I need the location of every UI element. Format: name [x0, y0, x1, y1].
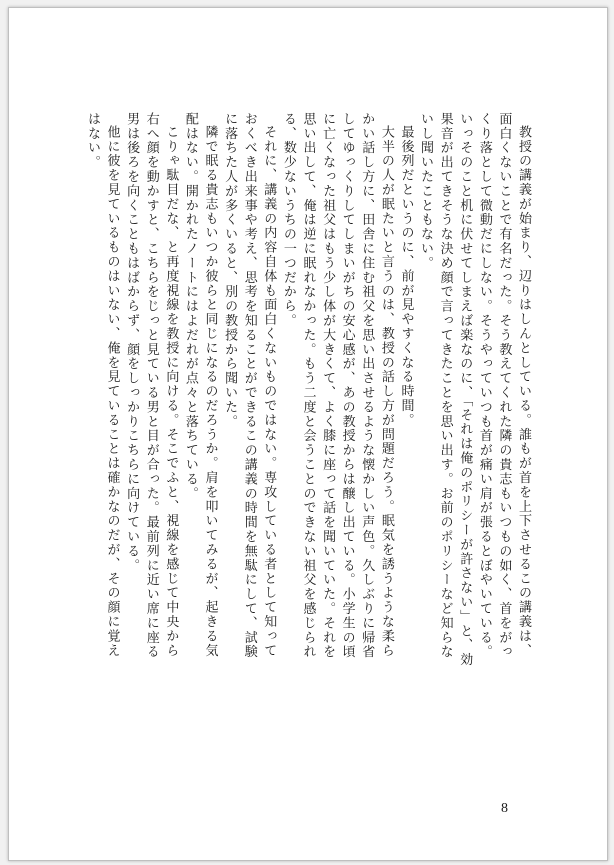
page-number: 8 — [501, 801, 508, 816]
paragraph: 隣で眠る貴志もいつか彼らと同じになるのだろうか。肩を叩いてみるが、起きる気配はない。開かれたノートにはよだれが点々と落ちている。 — [182, 112, 218, 658]
paragraph: 他に彼を見ているものはいない、俺を見ていることは確かなのだが、その顔に覚えはない。 — [84, 112, 120, 658]
paragraph: 大半の人が眠たいと言うのは、教授の話し方が問題だろう。眠気を誘うような柔らかい話し方に、田舎に住む祖父を思い出させるような懐かしい声色。久しぶりに帰省してゆっくりしてしまいがちの安心感が、あの教授からは醸し出ている。小学生の頃に亡くなった祖父はもう少し体が大きくて、よく膝に座って話を聞いていた。それを思い出して、俺は逆に眠れなかった。もう二度と会うことのできない祖父を感じられる、数少ないうちの一つだから。 — [280, 112, 394, 660]
paragraph: 教授の講義が始まり、辺りはしんとしている。誰もが首を上下させるこの講義は、面白くないことで有名だった。そう教えてくれた隣の貴志もいつもの如く、首をがっくり落として微動だにしない。そうやっていつも首が痛い肩が張るとぼやいている。いっそのこと机に伏せてしまえば楽なのに、「それは俺のポリシーが許さない」と、効果音が出てきそうな決め顔で言ってきたことを思い出す。お前のポリシーなど知らないし聞いたこともない。 — [418, 112, 531, 668]
document-page — [8, 7, 608, 861]
vertical-text-body — [84, 112, 533, 672]
paragraph: 最後列だというのに、前が見やすくなる時間。 — [398, 125, 414, 428]
paragraph: こりゃ駄目だな、と再度視線を教授に向ける。そこでふと、視線を感じて中央から右へ顔を動かすと、こちらをじっと見ている男と目が合った。最前列に近い席に座る男は後ろを向くこともはばからず、顔をしっかりこちらに向けている。 — [124, 112, 179, 660]
paragraph: それに、講義の内容自体も面白くないものではない。専攻している者として知っておくべき出来事や考え、思考を知ることができるこの講義の時間を無駄にして、試験に落ちた人が多くいると、別の教授から聞いた。 — [222, 112, 277, 660]
